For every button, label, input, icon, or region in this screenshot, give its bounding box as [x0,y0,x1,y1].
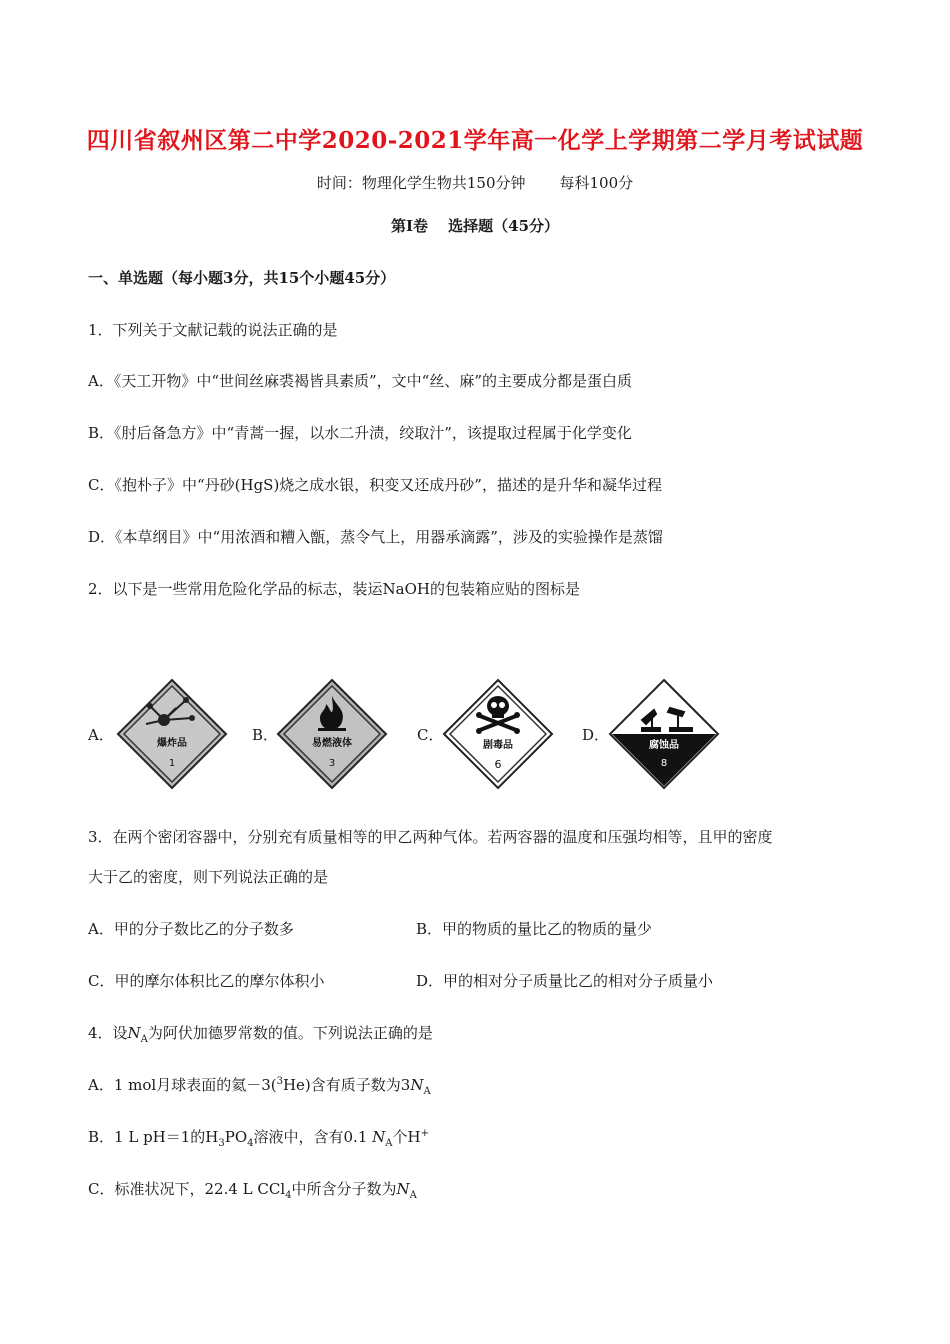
q2-option-a-letter: A． [88,726,114,744]
q3-stem-line1: 3．在两个密闭容器中，分别充有质量相等的甲乙两种气体。若两容器的温度和压强均相等，且甲的密度 [88,828,773,846]
part-heading: 第I卷 选择题（45分） [390,217,560,235]
exam-score: 每科100分 [559,174,634,192]
explosive-sign [116,678,228,790]
hazard-sign-row [88,678,788,790]
exam-time: 时间：物理化学生物共150分钟 [316,174,526,192]
section-heading: 一、单选题（每小题3分，共15个小题45分） [88,269,396,287]
q3-option-a: A．甲的分子数比乙的分子数多 [88,920,294,938]
q4-option-b: B．1 L pH＝1的$H_3PO_4$溶液中，含有0.1 $N_A$个H+ [88,1128,429,1149]
q3-option-b: B．甲的物质的量比乙的物质的量少 [416,920,653,938]
corrosive-sign-num: 8 [660,758,668,769]
toxic-sign-label: 剧毒品 [483,740,513,751]
flammable-liquid-sign [276,678,388,790]
q2-option-c-letter: C． [417,726,444,744]
q2-stem: 2．以下是一些常用危险化学品的标志，装运NaOH的包装箱应贴的图标是 [88,580,580,598]
toxic-sign-num: 6 [494,758,502,771]
explosive-sign-label: 爆炸品 [157,738,187,749]
flammable-sign-num: 3 [328,758,336,769]
q4-option-a: A．1 mol月球表面的氦－3($^3$He)含有质子数为$3N_A$ [88,1076,431,1097]
q3-option-d: D．甲的相对分子质量比乙的相对分子质量小 [416,972,714,990]
q1-option-d: D．《本草纲目》中“用浓酒和糟入甑，蒸令气上，用器承滴露”，涉及的实验操作是蒸馏 [88,528,663,546]
q2-option-d-letter: D． [582,726,610,744]
q1-option-a: A．《天工开物》中“世间丝麻裘褐皆具素质”，文中“丝、麻”的主要成分都是蛋白质 [88,372,633,390]
explosive-sign-num: 1 [168,758,176,769]
q1-stem: 1．下列关于文献记载的说法正确的是 [88,321,338,339]
corrosive-sign [608,678,720,790]
toxic-sign [442,678,554,790]
q2-option-b-letter: B． [252,726,279,744]
exam-subtitle [0,172,950,193]
q1-option-c: C．《抱朴子》中“丹砂(HgS)烧之成水银，积变又还成丹砂”，描述的是升华和凝华过程 [88,476,662,494]
q3-option-c: C．甲的摩尔体积比乙的摩尔体积小 [88,972,325,990]
exam-title: 四川省叙州区第二中学2020-2021学年高一化学上学期第二学月考试试题 [86,127,864,154]
flammable-sign-label: 易燃液体 [312,738,352,749]
q4-stem: 4．设$N_A$为阿伏加德罗常数的值。下列说法正确的是 [88,1024,433,1045]
corrosive-sign-label: 腐蚀品 [649,740,679,751]
q4-option-c: C．标准状况下，22.4 L CCl$_4$中所含分子数为$N_A$ [88,1180,417,1201]
q1-option-b: B．《肘后备急方》中“青蒿一握，以水二升渍，绞取汁”，该提取过程属于化学变化 [88,424,632,442]
q3-stem-line2: 大于乙的密度，则下列说法正确的是 [88,868,329,886]
